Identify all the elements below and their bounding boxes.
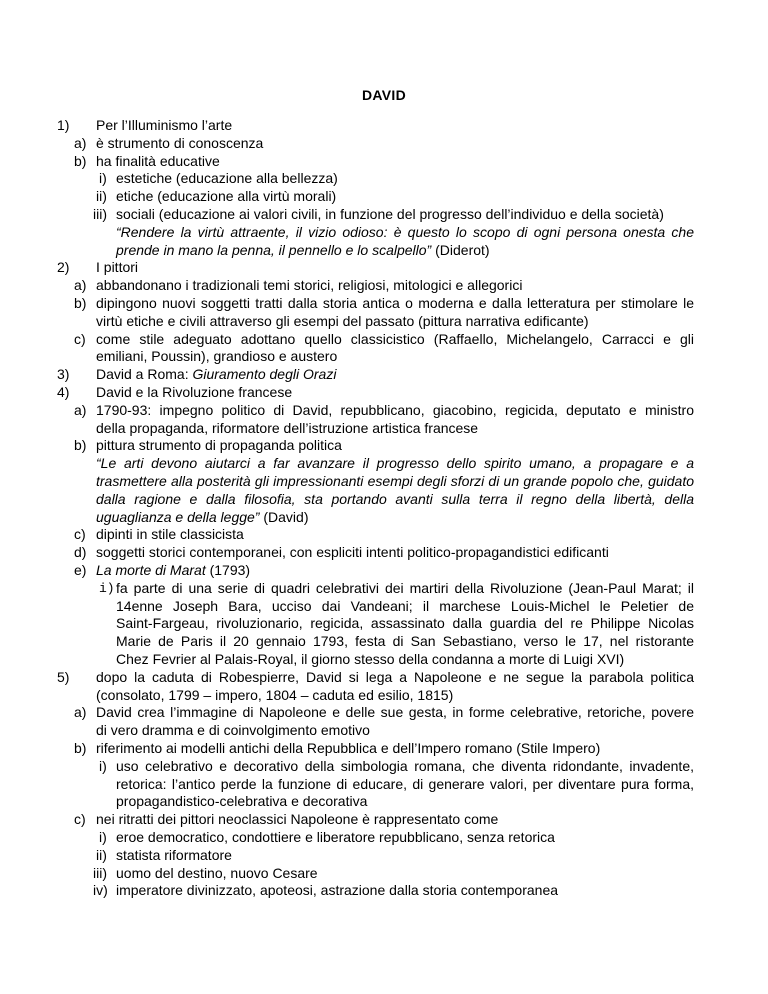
quote-attribution: (Diderot): [431, 241, 490, 258]
text-run: dipingono nuovi soggetti tratti dalla storia antica o moderna e dalla letteratura per stimolare le: [96, 295, 694, 311]
line-text: [116, 188, 336, 206]
list-marker: b): [74, 295, 87, 311]
line-text: [96, 366, 336, 384]
line-text: [116, 776, 694, 794]
text-run: (consolato, 1799 – impero, 1804 – caduta ed esilio, 1815): [96, 686, 454, 703]
line-text: [96, 473, 694, 491]
text-run: Chez Fevrier al Palais-Royal, il giorno stesso della condanna a morte di Luigi XVI): [116, 651, 625, 667]
list-marker: a): [74, 401, 87, 418]
line-text: [116, 242, 490, 260]
text-run: Per l’Illuminismo l’arte: [96, 117, 233, 133]
list-marker: a): [74, 134, 87, 151]
line-text: [96, 722, 370, 740]
list-marker: b): [74, 152, 87, 169]
text-run: dipinti in stile classicista: [96, 526, 244, 543]
list-marker: c): [74, 526, 86, 543]
text-run: Saint-Fargeau, rivoluzionario, regicida, assassinato dalla guardia del re Philippe Nicolas: [116, 615, 694, 632]
text-run: emiliani, Poussin), grandioso e austero: [96, 348, 338, 365]
quote-text: dalla ragione e dalla filosofia, sta portando avanti sulla terra il regno della libertà, della: [96, 490, 694, 507]
text-run: David e la Rivoluzione francese: [96, 384, 293, 400]
text-run: nei ritratti dei pittori neoclassici Napoleone è rappresentato come: [96, 811, 499, 828]
text-run: virtù etiche e civili attraverso gli esempi del passato (pittura narrativa edificante): [96, 312, 589, 329]
line-text: [116, 865, 318, 883]
line-text: [96, 562, 250, 580]
text-run: eroe democratico, condottiere e liberatore repubblicano, senza retorica: [116, 829, 555, 845]
line-text: [96, 153, 220, 171]
list-marker: iv): [93, 882, 108, 899]
text-run: fa parte di una serie di quadri celebrativi dei martiri della Rivoluzione (Jean-Paul Marat; il: [116, 579, 694, 596]
text-run: riferimento ai modelli antichi della Repubblica e dell’Impero romano (Stile Impero): [96, 740, 601, 756]
list-marker: i): [99, 580, 115, 596]
text-run: I pittori: [96, 259, 139, 276]
list-marker: c): [74, 330, 86, 347]
line-text: [96, 544, 609, 562]
text-run: soggetti storici contemporanei, con espliciti intenti politico-propagandistici edificanti: [96, 544, 609, 561]
line-text: [116, 580, 694, 598]
list-marker: c): [74, 811, 86, 828]
text-run: David crea l’immagine di Napoleone e delle sue gesta, in forme celebrative, retoriche, povere: [96, 704, 694, 721]
line-text: [116, 651, 624, 669]
text-run: uomo del destino, nuovo Cesare: [116, 864, 318, 881]
list-marker: b): [74, 437, 87, 454]
artwork-title: La morte di Marat: [96, 562, 206, 578]
text-run: 14enne Joseph Bara, ucciso dai Vandeani; il marchese Louis-Michel le Peletier de: [116, 597, 694, 614]
text-run: ha finalità educative: [96, 152, 220, 169]
text-run: David a Roma:: [96, 366, 193, 383]
page-title: DAVID: [361, 87, 407, 103]
line-text: [96, 135, 263, 153]
text-run: etiche (educazione alla virtù morali): [116, 188, 337, 205]
text-run: retorica: l’antico perde la funzione di educare, di generare valori, per diventare pura forma,: [116, 775, 694, 792]
list-marker: ii): [96, 846, 107, 863]
line-text: [96, 384, 292, 402]
line-text: [96, 455, 694, 473]
text-run: estetiche (educazione alla bellezza): [116, 170, 338, 187]
line-text: [96, 509, 308, 527]
line-text: [96, 687, 453, 705]
list-marker: 5): [57, 668, 70, 685]
text-run: della propaganda, riformatore dell’istruzione artistica francese: [96, 419, 479, 436]
line-text: [116, 829, 555, 847]
text-run: Marie de Paris il 20 gennaio 1793, festa di San Sebastiano, verso le 17, nel ristorante: [116, 633, 694, 650]
line-text: [96, 526, 244, 544]
text-run: abbandonano i tradizionali temi storici, religiosi, mitologici e allegorici: [96, 277, 523, 294]
line-text: [116, 793, 367, 811]
list-marker: 3): [57, 366, 70, 383]
line-text: [116, 633, 694, 651]
line-text: [116, 615, 694, 633]
list-marker: 2): [57, 259, 70, 276]
text-run: imperatore divinizzato, apoteosi, astrazione dalla storia contemporanea: [116, 882, 559, 899]
quote-text: “Rendere la virtù attraente, il vizio odioso: è questo lo scopo di ogni persona onesta che: [116, 223, 694, 240]
text-run: statista riformatore: [116, 846, 232, 863]
list-marker: ii): [96, 188, 107, 205]
line-text: [96, 348, 337, 366]
line-text: [116, 598, 694, 616]
text-run: sociali (educazione ai valori civili, in funzione del progresso dell’individuo e della società): [116, 206, 664, 222]
artwork-title: Giuramento degli Orazi: [192, 366, 337, 383]
line-text: [116, 847, 232, 865]
line-text: [96, 704, 694, 722]
list-marker: iii): [93, 206, 107, 222]
text-run: di vero dramma e di coinvolgimento emotivo: [96, 722, 370, 739]
line-text: [96, 331, 694, 349]
text-run: 1790-93: impegno politico di David, repubblicano, giacobino, regicida, deputato e ministro: [96, 401, 694, 418]
line-text: [116, 206, 664, 224]
line-text: [116, 224, 694, 242]
line-text: [96, 437, 342, 455]
quote-text: “Le arti devono aiutarci a far avanzare il progresso dello spirito umano, a propagare e a: [96, 455, 694, 472]
line-text: [96, 811, 498, 829]
line-text: [116, 170, 338, 188]
line-text: [96, 669, 694, 687]
line-text: [96, 295, 694, 313]
line-text: [96, 259, 138, 277]
list-marker: d): [74, 544, 87, 561]
line-text: [96, 491, 694, 509]
list-marker: i): [99, 829, 107, 845]
text-run: dopo la caduta di Robespierre, David si lega a Napoleone e ne segue la parabola politica: [96, 668, 694, 685]
quote-attribution: (David): [259, 508, 309, 525]
line-text: [96, 420, 478, 438]
line-text: [96, 402, 694, 420]
list-marker: 4): [57, 384, 70, 400]
list-marker: i): [99, 170, 107, 187]
list-marker: a): [74, 704, 87, 721]
list-marker: iii): [93, 864, 107, 881]
text-run: come stile adeguato adottano quello classicistico (Raffaello, Michelangelo, Carracci e gli: [96, 330, 694, 347]
line-text: [116, 758, 694, 776]
line-text: [96, 740, 600, 758]
list-marker: i): [99, 757, 107, 774]
text-run: uso celebrativo e decorativo della simbologia romana, che diventa ridondante, invadente,: [116, 757, 694, 774]
text-run: propagandistico-celebrativa e decorativa: [116, 793, 368, 810]
line-text: [96, 117, 232, 135]
line-text: [96, 313, 589, 331]
line-text: [116, 882, 558, 900]
text-run: (1793): [205, 562, 251, 578]
text-run: pittura strumento di propaganda politica: [96, 437, 342, 454]
quote-text: trasmettere alla posterità gli impressionanti esempi degli sforzi di un grande popolo che, guidato: [96, 473, 694, 489]
quote-text: prende in mano la penna, il pennello e lo scalpello”: [116, 241, 432, 258]
list-marker: b): [74, 740, 87, 756]
quote-text: uguaglianza e della legge”: [96, 508, 260, 525]
list-marker: 1): [57, 117, 70, 133]
text-run: è strumento di conoscenza: [96, 134, 264, 151]
line-text: [96, 277, 522, 295]
list-marker: a): [74, 277, 87, 294]
list-marker: e): [74, 562, 87, 578]
